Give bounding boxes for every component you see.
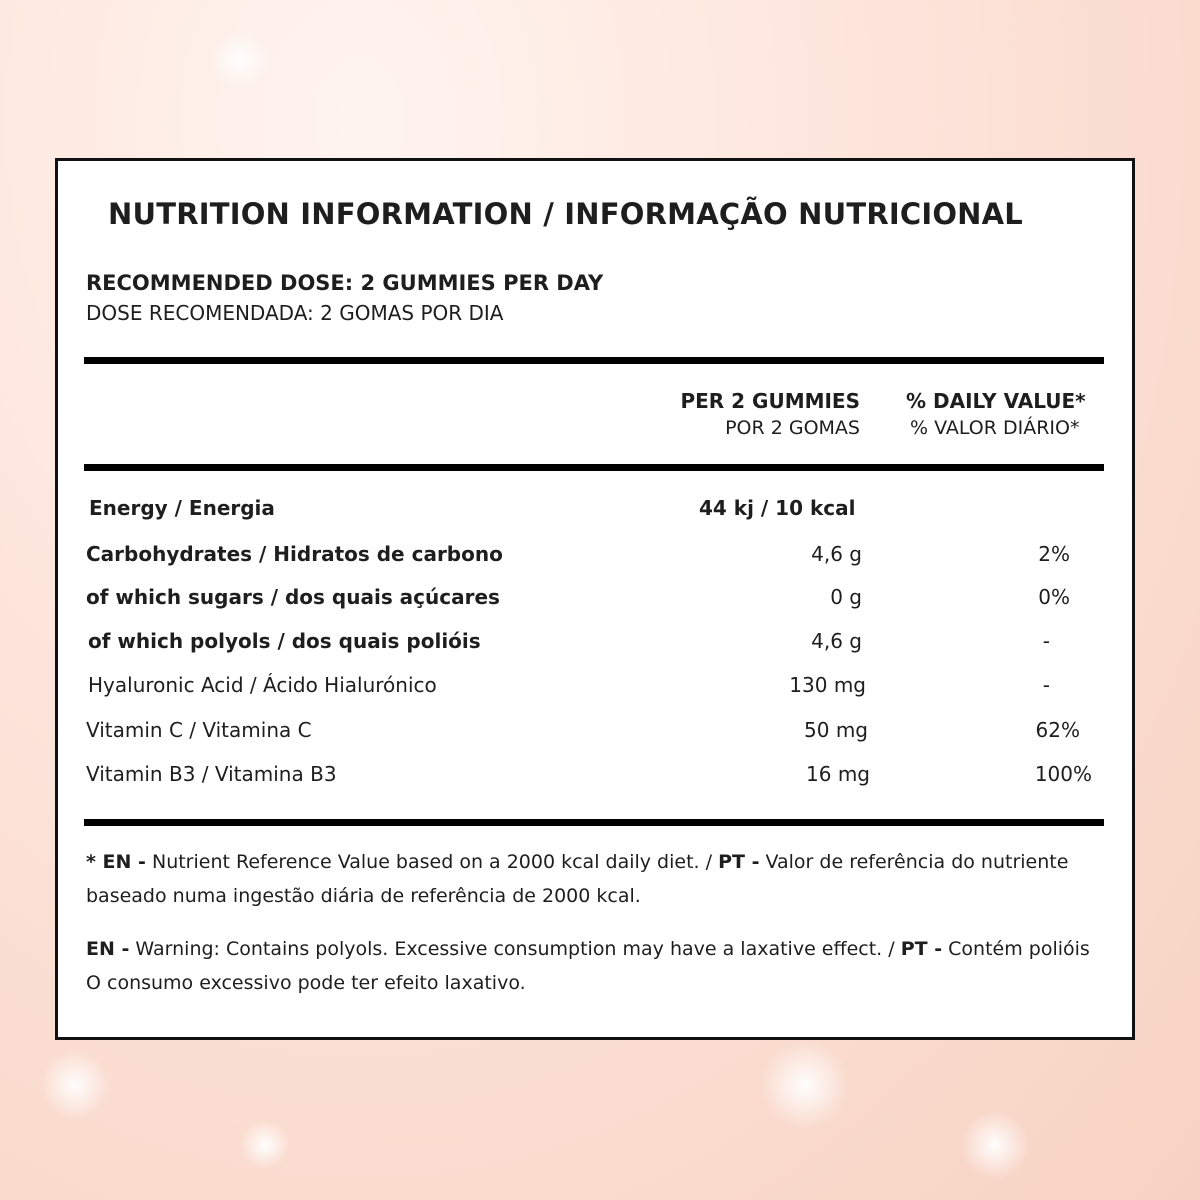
nutrient-name: of which polyols / dos quais polióis xyxy=(88,629,481,653)
nutrient-name: Vitamin C / Vitamina C xyxy=(86,718,312,742)
nutrient-name: Carbohydrates / Hidratos de carbono xyxy=(86,542,503,566)
nutrient-daily-value: 100% xyxy=(1034,762,1092,786)
page-title: NUTRITION INFORMATION / INFORMAÇÃO NUTRICIONAL xyxy=(108,197,1023,231)
nutrient-name: Hyaluronic Acid / Ácido Hialurónico xyxy=(88,673,437,697)
nutrient-amount: 0 g xyxy=(830,585,862,609)
footnote-line2: baseado numa ingestão diária de referência de 2000 kcal. xyxy=(86,885,641,907)
footnote-nrv xyxy=(86,845,1126,913)
table-row xyxy=(58,718,1138,748)
warning-text-en: Warning: Contains polyols. Excessive consumption may have a laxative effect. / xyxy=(129,938,901,960)
divider xyxy=(84,464,1104,471)
warning-line2: O consumo excessivo pode ter efeito laxativo. xyxy=(86,972,526,994)
nutrient-name: of which sugars / dos quais açúcares xyxy=(86,585,500,609)
column-header-per-serving-pt: POR 2 GOMAS xyxy=(725,417,860,439)
nutrient-daily-value: - xyxy=(1042,673,1050,697)
nutrient-daily-value: 0% xyxy=(1038,585,1070,609)
nutrient-daily-value: 62% xyxy=(1035,718,1080,742)
column-header-daily-value: % DAILY VALUE* xyxy=(906,389,1086,413)
nutrient-daily-value: - xyxy=(1042,629,1050,653)
sparkle-decoration xyxy=(210,30,270,90)
divider xyxy=(84,819,1104,826)
nutrient-daily-value: 2% xyxy=(1038,542,1070,566)
warning-marker-en: EN - xyxy=(86,938,130,960)
energy-value: 44 kj / 10 kcal xyxy=(699,496,856,520)
sparkle-decoration xyxy=(240,1120,290,1170)
table-row xyxy=(58,585,1138,615)
nutrition-panel xyxy=(55,158,1135,1040)
footnote-marker-pt: PT - xyxy=(718,851,760,873)
nutrient-amount: 4,6 g xyxy=(811,629,862,653)
energy-row xyxy=(58,496,1138,526)
divider xyxy=(84,357,1104,364)
sparkle-decoration xyxy=(40,1050,110,1120)
nutrient-name: Vitamin B3 / Vitamina B3 xyxy=(86,762,337,786)
footnote-warning xyxy=(86,932,1126,1000)
table-row xyxy=(58,542,1138,572)
footnote-marker-en: * EN - xyxy=(86,851,146,873)
nutrient-amount: 16 mg xyxy=(806,762,870,786)
nutrient-amount: 4,6 g xyxy=(811,542,862,566)
sparkle-decoration xyxy=(760,1040,850,1130)
table-row xyxy=(58,629,1138,659)
table-row xyxy=(58,673,1138,703)
energy-label: Energy / Energia xyxy=(89,496,275,520)
warning-marker-pt: PT - xyxy=(900,938,943,960)
warning-text-pt: Contém polióis xyxy=(942,938,1090,960)
footnote-text-en: Nutrient Reference Value based on a 2000 kcal daily diet. / xyxy=(145,851,719,873)
footnote-text-pt: Valor de referência do nutriente xyxy=(759,851,1069,873)
nutrient-amount: 130 mg xyxy=(789,673,866,697)
recommended-dose-pt: DOSE RECOMENDADA: 2 GOMAS POR DIA xyxy=(86,301,504,325)
table-row xyxy=(58,762,1138,792)
nutrient-amount: 50 mg xyxy=(804,718,868,742)
sparkle-decoration xyxy=(960,1110,1030,1180)
column-header-daily-value-pt: % VALOR DIÁRIO* xyxy=(910,417,1080,439)
recommended-dose-en: RECOMMENDED DOSE: 2 GUMMIES PER DAY xyxy=(86,271,604,295)
column-header-per-serving: PER 2 GUMMIES xyxy=(680,389,860,413)
